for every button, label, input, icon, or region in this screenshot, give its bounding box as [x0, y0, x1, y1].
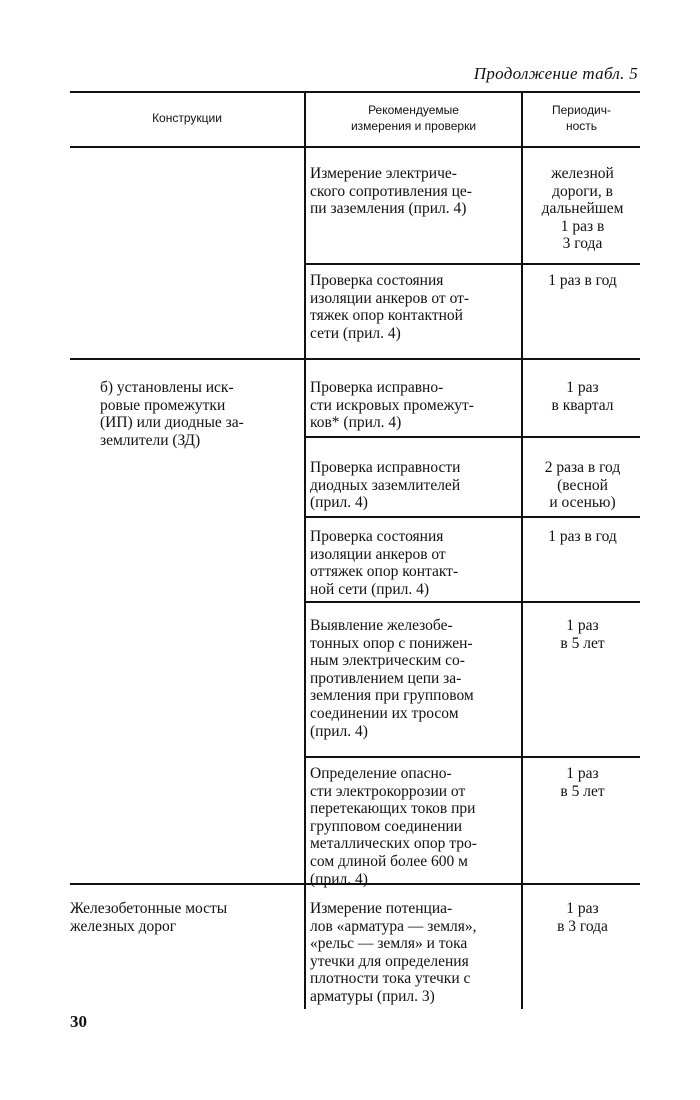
header-constructions: Конструкции [152, 111, 222, 125]
period-cell: 1 раз в год [548, 528, 617, 545]
header-checks: Рекомендуемые измерения и проверки [350, 103, 477, 133]
table [70, 91, 640, 1009]
table-continuation-caption: Продолжение табл. 5 [473, 64, 638, 83]
column-rule [521, 91, 523, 1009]
period-cell: 2 раза в год (весной и осенью) [544, 459, 621, 512]
check-cell: Проверка состояния изоляции анкеров от оттяжек опор контакт- ной сети (прил. 4) [310, 528, 459, 598]
check-cell: Проверка исправности диодных заземлителей (прил. 4) [310, 459, 461, 512]
period-cell: 1 раз в 5 лет [560, 617, 605, 652]
construction-cell: б) установлены иск- ровые промежутки (ИП) или диодные за- землители (ЗД) [100, 379, 244, 449]
row-rule [305, 601, 640, 603]
period-cell: 1 раз в 3 года [557, 900, 608, 935]
row-rule [305, 756, 640, 758]
period-cell: 1 раз в 5 лет [560, 765, 605, 800]
check-cell: Определение опасно- сти электрокоррозии от перетекающих токов при групповом соединении металлических опор тро- сом длиной более 600 м (прил. 4) [310, 765, 477, 888]
group-rule [70, 358, 640, 360]
header-bottom-rule [70, 146, 640, 148]
check-cell: Измерение потенциа- лов «арматура — земля», «рельс — земля» и тока утечки для определения плотности тока утечки с арматуры (прил. 3) [310, 900, 477, 1005]
header-periodicity: Периодич- ность [551, 103, 612, 133]
row-rule [305, 263, 640, 265]
period-cell: 1 раз в квартал [551, 379, 614, 414]
row-rule [305, 436, 640, 438]
construction-cell: Железобетонные мосты железных дорог [70, 900, 228, 935]
check-cell: Проверка состояния изоляции анкеров от от- тяжек опор контактной сети (прил. 4) [310, 272, 470, 342]
row-rule [305, 516, 640, 518]
check-cell: Проверка исправно- сти искровых промежут- ков* (прил. 4) [310, 379, 474, 432]
check-cell: Измерение электриче- ского сопротивления це- пи заземления (прил. 4) [310, 165, 472, 218]
column-rule [304, 91, 306, 1009]
period-cell: железной дороги, в дальнейшем 1 раз в 3 года [541, 165, 624, 253]
page-number: 30 [70, 1012, 87, 1031]
header-top-rule [70, 91, 640, 93]
check-cell: Выявление железобе- тонных опор с понижен- ным электрическим со- противлением цепи за- земления при групповом соединении их тросом (прил. 4) [310, 617, 474, 740]
period-cell: 1 раз в год [548, 272, 617, 289]
